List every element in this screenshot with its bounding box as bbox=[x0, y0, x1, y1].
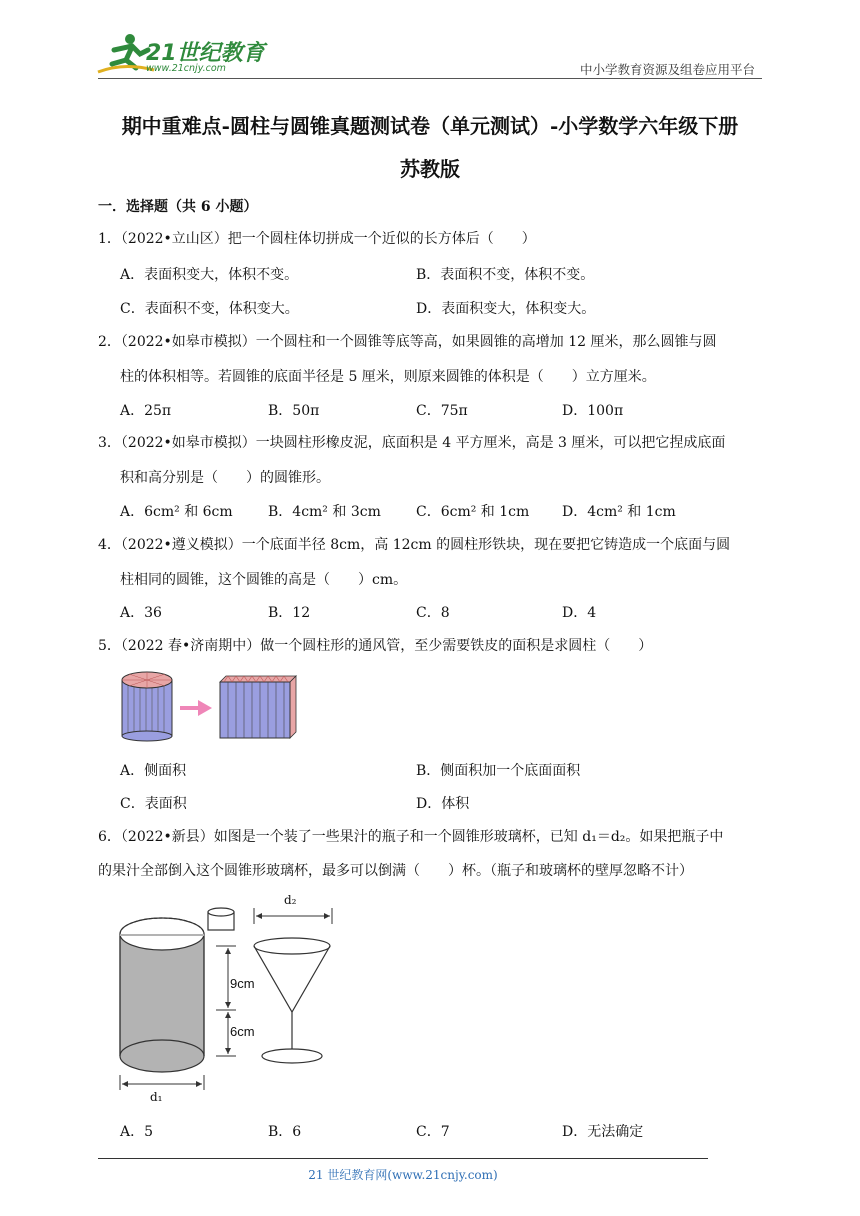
q2-option-d: D．100π bbox=[562, 403, 624, 419]
question-5: 5．（2022 春•济南期中）做一个圆柱形的通风管，至少需要铁皮的面积是求圆柱（ ） bbox=[98, 638, 653, 654]
q6-option-d: D．无法确定 bbox=[562, 1124, 644, 1140]
q1-option-c: C．表面积不变，体积变大。 bbox=[120, 301, 299, 317]
q1-option-a: A．表面积变大，体积不变。 bbox=[120, 267, 299, 283]
q6-label-9cm: 9cm bbox=[230, 976, 255, 991]
logo-url: www.21cnjy.com bbox=[146, 63, 226, 74]
footer-link[interactable]: 21 世纪教育网(www.21cnjy.com) bbox=[308, 1168, 498, 1182]
platform-name: 中小学教育资源及组卷应用平台 bbox=[579, 62, 755, 77]
page-title: 期中重难点-圆柱与圆锥真题测试卷（单元测试）-小学数学六年级下册 bbox=[121, 114, 739, 138]
q6-figure-bottle-and-cone-glass bbox=[112, 890, 348, 1116]
q5-option-c: C．表面积 bbox=[120, 796, 187, 812]
q2-option-a: A．25π bbox=[120, 403, 172, 419]
q4-option-a: A．36 bbox=[120, 605, 162, 621]
footer-divider bbox=[98, 1158, 708, 1159]
question-3-cont: 积和高分别是（ ）的圆锥形。 bbox=[120, 470, 330, 486]
question-4: 4．（2022•遵义模拟）一个底面半径 8cm，高 12cm 的圆柱形铁块，现在要把它铸造成一个底面与圆 bbox=[98, 537, 731, 553]
q3-option-a: A．6cm² 和 6cm bbox=[120, 504, 233, 520]
question-3: 3．（2022•如皋市模拟）一块圆柱形橡皮泥，底面积是 4 平方厘米，高是 3 厘米，可以把它捏成底面 bbox=[98, 435, 726, 451]
q4-option-d: D．4 bbox=[562, 605, 597, 621]
q5-option-d: D．体积 bbox=[416, 796, 470, 812]
q1-option-d: D．表面积变大，体积变大。 bbox=[416, 301, 596, 317]
q3-option-c: C．6cm² 和 1cm bbox=[416, 504, 530, 520]
q6-label-d1: d₁ bbox=[150, 1090, 163, 1104]
q2-option-c: C．75π bbox=[416, 403, 468, 419]
q3-option-b: B．4cm² 和 3cm bbox=[268, 504, 381, 520]
q6-option-c: C．7 bbox=[416, 1124, 450, 1140]
header-divider bbox=[98, 78, 762, 79]
q5-figure-cylinder-to-cuboid bbox=[118, 668, 304, 748]
q5-option-a: A．侧面积 bbox=[120, 763, 187, 779]
q4-option-b: B．12 bbox=[268, 605, 311, 621]
q5-option-b: B．侧面积加一个底面面积 bbox=[416, 763, 581, 779]
q4-option-c: C．8 bbox=[416, 605, 450, 621]
q6-label-d2: d₂ bbox=[284, 893, 297, 907]
section-heading: 一．选择题（共 6 小题） bbox=[98, 199, 258, 215]
q1-option-b: B．表面积不变，体积不变。 bbox=[416, 267, 595, 283]
q6-option-b: B．6 bbox=[268, 1124, 302, 1140]
question-2-cont: 柱的体积相等。若圆锥的底面半径是 5 厘米，则原来圆锥的体积是（ ）立方厘米。 bbox=[120, 369, 656, 385]
q6-label-6cm: 6cm bbox=[230, 1024, 255, 1039]
question-6-cont: 的果汁全部倒入这个圆锥形玻璃杯，最多可以倒满（ ）杯。（瓶子和玻璃杯的壁厚忽略不计） bbox=[98, 863, 693, 879]
page-title-line2: 苏教版 bbox=[400, 157, 460, 181]
question-4-cont: 柱相同的圆锥，这个圆锥的高是（ ）cm。 bbox=[120, 572, 408, 588]
question-1: 1．（2022•立山区）把一个圆柱体切拼成一个近似的长方体后（ ） bbox=[98, 231, 536, 247]
question-6: 6．（2022•新县）如图是一个装了一些果汁的瓶子和一个圆锥形玻璃杯，已知 d₁＝d₂。如果把瓶子中 bbox=[98, 829, 724, 845]
q2-option-b: B．50π bbox=[268, 403, 320, 419]
question-2: 2．（2022•如皋市模拟）一个圆柱和一个圆锥等底等高，如果圆锥的高增加 12 厘米，那么圆锥与圆 bbox=[98, 334, 717, 350]
q3-option-d: D．4cm² 和 1cm bbox=[562, 504, 676, 520]
q6-option-a: A．5 bbox=[120, 1124, 154, 1140]
logo-text: 21世纪教育 bbox=[146, 41, 265, 66]
